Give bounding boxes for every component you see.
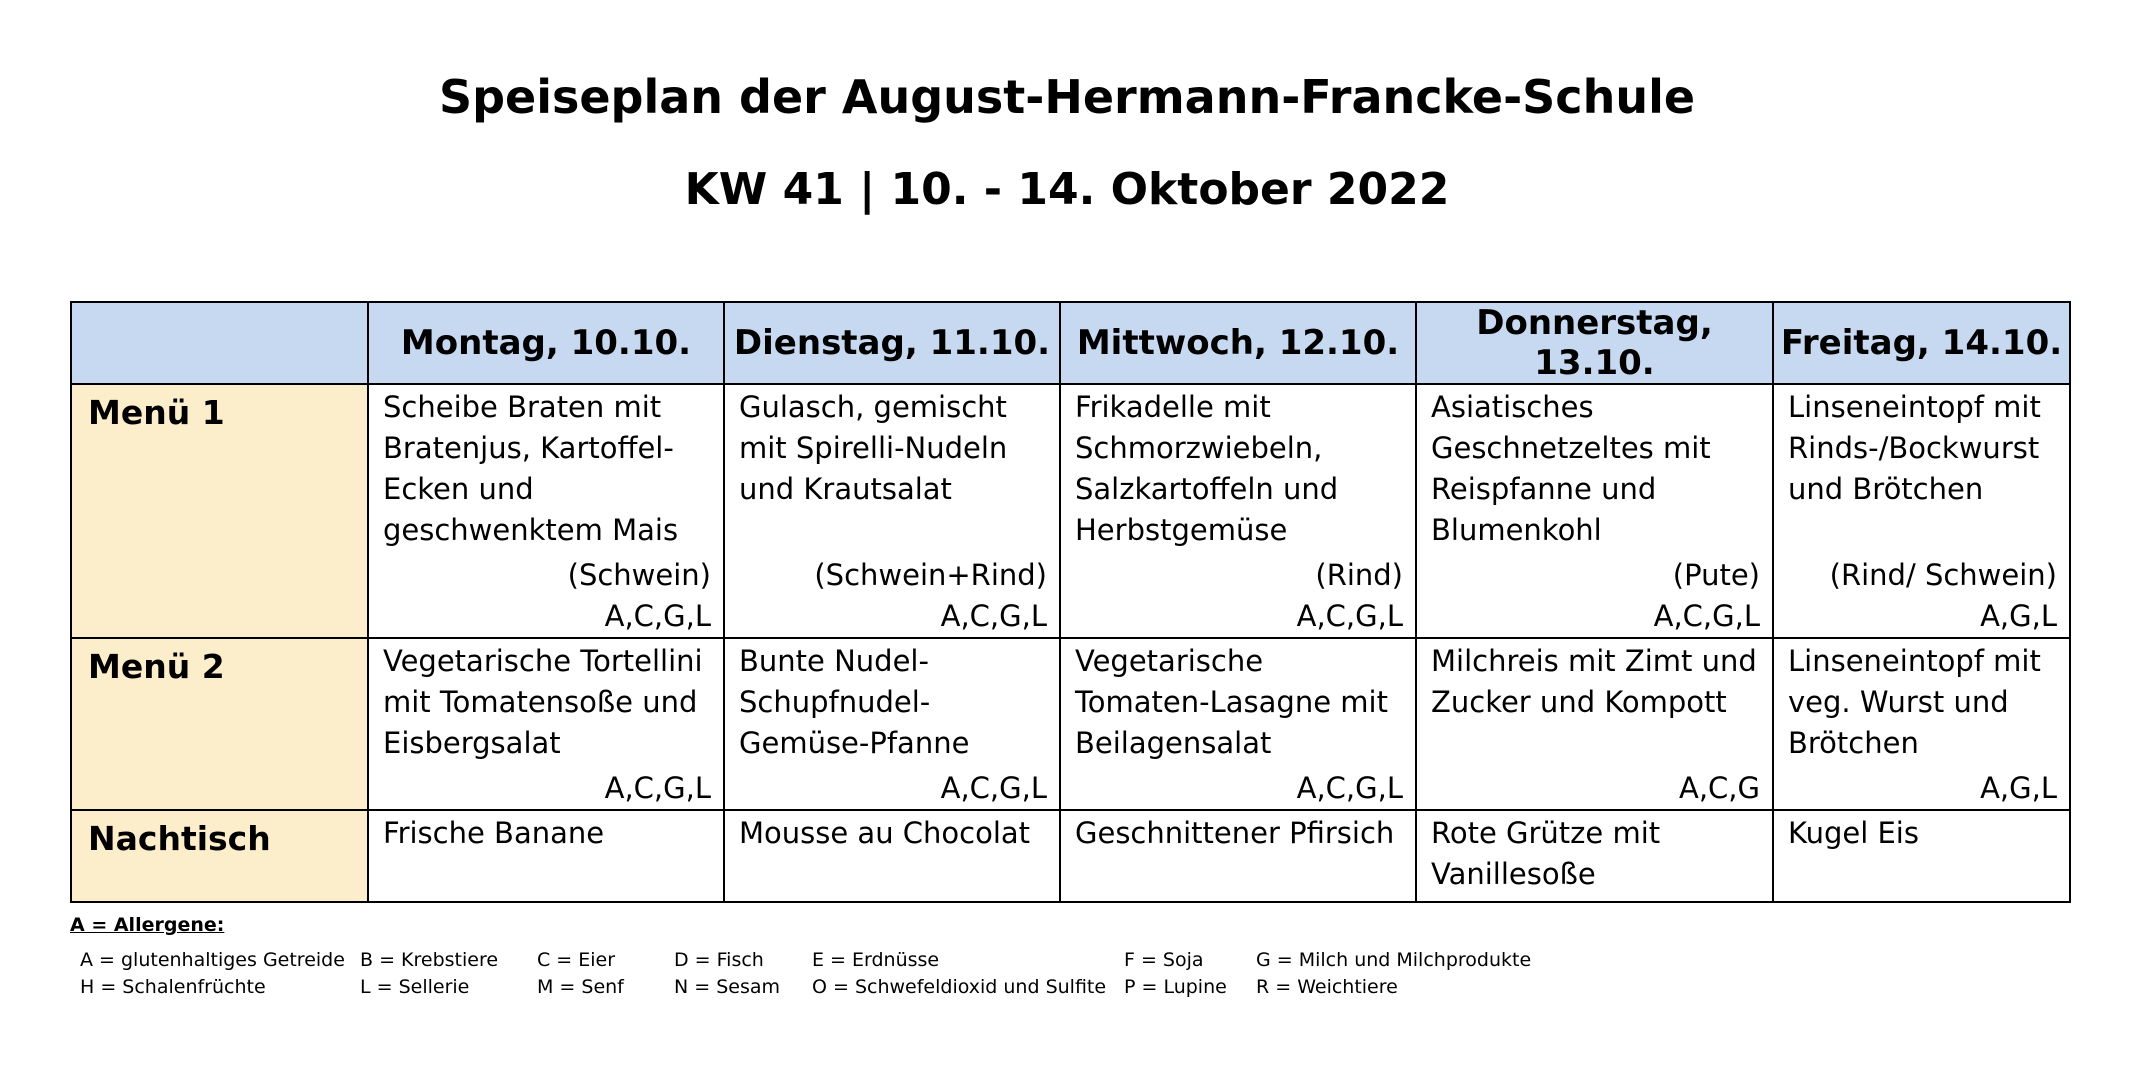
dish-text: Milchreis mit Zimt und Zucker und Kompott bbox=[1431, 644, 1757, 719]
legend-item: D = Fisch bbox=[674, 949, 764, 971]
day-header: Montag, 10.10. bbox=[368, 302, 724, 384]
day-header: Freitag, 14.10. bbox=[1773, 302, 2070, 384]
header-corner bbox=[71, 302, 368, 384]
legend-item: N = Sesam bbox=[674, 976, 781, 998]
allergen-codes: A,C,G bbox=[1679, 771, 1760, 805]
legend-item: C = Eier bbox=[537, 949, 616, 971]
allergen-codes: A,C,G,L bbox=[604, 599, 711, 633]
legend-row bbox=[70, 947, 1570, 974]
legend-row bbox=[70, 974, 1570, 1001]
dish-text: Vegetarische Tomaten-Lasagne mit Beilagensalat bbox=[1075, 644, 1388, 760]
legend-item: F = Soja bbox=[1124, 949, 1204, 971]
legend-item: A = glutenhaltiges Getreide bbox=[80, 949, 345, 971]
legend-item: O = Schwefeldioxid und Sulfite bbox=[812, 976, 1107, 998]
menu-cell bbox=[1060, 810, 1416, 902]
legend-title: A = Allergene: bbox=[70, 914, 225, 936]
allergen-codes: A,C,G,L bbox=[604, 771, 711, 805]
dish-text: Scheibe Braten mit Bratenjus, Kartoffel-Ecken und geschwenktem Mais bbox=[383, 390, 679, 547]
table-row bbox=[71, 384, 2070, 638]
meat-type: (Rind/ Schwein) bbox=[1829, 558, 2057, 592]
day-header: Donnerstag, 13.10. bbox=[1416, 302, 1773, 384]
allergen-codes: A,C,G,L bbox=[1653, 599, 1760, 633]
legend-item: L = Sellerie bbox=[360, 976, 470, 998]
menu-cell bbox=[1773, 810, 2070, 902]
menu-cell bbox=[724, 810, 1060, 902]
menu-cell bbox=[1416, 810, 1773, 902]
allergen-codes: A,G,L bbox=[1980, 771, 2057, 805]
allergen-legend bbox=[70, 912, 1570, 1001]
dish-text: Asiatisches Geschnetzeltes mit Reispfanne und Blumenkohl bbox=[1431, 390, 1711, 547]
page-subtitle: KW 41 | 10. - 14. Oktober 2022 bbox=[684, 164, 1450, 215]
row-label: Menü 2 bbox=[71, 638, 368, 810]
dish-text: Linseneintopf mit Rinds-/Bockwurst und Brötchen bbox=[1788, 390, 2041, 506]
meat-type: (Rind) bbox=[1315, 558, 1403, 592]
menu-cell bbox=[724, 384, 1060, 638]
allergen-codes: A,C,G,L bbox=[1296, 599, 1403, 633]
menu-table bbox=[70, 301, 2071, 903]
header-row bbox=[71, 302, 2070, 384]
table-row bbox=[71, 810, 2070, 902]
meat-type: (Pute) bbox=[1672, 558, 1760, 592]
dish-text: Mousse au Chocolat bbox=[739, 816, 1031, 850]
dish-text: Linseneintopf mit veg. Wurst und Brötchen bbox=[1788, 644, 2041, 760]
dish-text: Frikadelle mit Schmorzwiebeln, Salzkartoffeln und Herbstgemüse bbox=[1075, 390, 1339, 547]
meat-type: (Schwein) bbox=[567, 558, 711, 592]
meat-type: (Schwein+Rind) bbox=[814, 558, 1047, 592]
menu-cell bbox=[724, 638, 1060, 810]
dish-text: Frische Banane bbox=[383, 816, 605, 850]
legend-item: M = Senf bbox=[537, 976, 624, 998]
day-header: Dienstag, 11.10. bbox=[724, 302, 1060, 384]
allergen-codes: A,C,G,L bbox=[940, 771, 1047, 805]
page-title: Speiseplan der August-Hermann-Francke-Schule bbox=[438, 70, 1696, 124]
menu-cell bbox=[1773, 384, 2070, 638]
legend-item: B = Krebstiere bbox=[360, 949, 499, 971]
legend-item: P = Lupine bbox=[1124, 976, 1227, 998]
dish-text: Vegetarische Tortellini mit Tomatensoße und Eisbergsalat bbox=[383, 644, 703, 760]
allergen-codes: A,C,G,L bbox=[1296, 771, 1403, 805]
menu-cell bbox=[368, 810, 724, 902]
menu-cell bbox=[368, 384, 724, 638]
legend-item: E = Erdnüsse bbox=[812, 949, 940, 971]
menu-cell bbox=[1060, 638, 1416, 810]
allergen-codes: A,C,G,L bbox=[940, 599, 1047, 633]
legend-item: R = Weichtiere bbox=[1256, 976, 1398, 998]
dish-text: Gulasch, gemischt mit Spirelli-Nudeln und Krautsalat bbox=[739, 390, 1008, 506]
table-row bbox=[71, 638, 2070, 810]
menu-cell bbox=[1416, 384, 1773, 638]
dish-text: Kugel Eis bbox=[1788, 816, 1919, 850]
menu-cell bbox=[1060, 384, 1416, 638]
menu-cell bbox=[368, 638, 724, 810]
dish-text: Bunte Nudel-Schupfnudel-Gemüse-Pfanne bbox=[739, 644, 970, 760]
legend-item: H = Schalenfrüchte bbox=[80, 976, 266, 998]
menu-cell bbox=[1773, 638, 2070, 810]
dish-text: Rote Grütze mit Vanillesoße bbox=[1431, 816, 1661, 891]
row-label: Menü 1 bbox=[71, 384, 368, 638]
menu-cell bbox=[1416, 638, 1773, 810]
legend-item: G = Milch und Milchprodukte bbox=[1256, 949, 1532, 971]
row-label: Nachtisch bbox=[71, 810, 368, 902]
day-header: Mittwoch, 12.10. bbox=[1060, 302, 1416, 384]
dish-text: Geschnittener Pfirsich bbox=[1075, 816, 1395, 850]
allergen-codes: A,G,L bbox=[1980, 599, 2057, 633]
